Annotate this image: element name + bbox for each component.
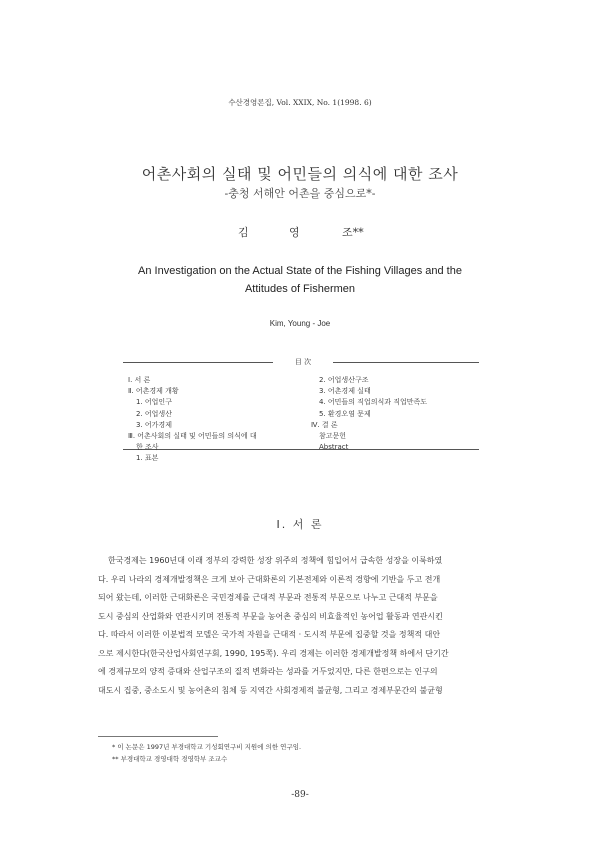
body-line: 되어 왔는데, 이러한 근대화론은 국민경제를 근대적 부문과 전통적 부문으로 나누고 근대적 부문을 xyxy=(98,593,438,602)
toc-item: 1. 어업인구 xyxy=(136,398,172,407)
toc-item: 3. 어촌경제 실태 xyxy=(319,387,371,396)
table-of-contents xyxy=(123,358,479,463)
author-korean-part-1: 김 xyxy=(238,226,249,239)
author-english: Kim, Young - Joe xyxy=(269,319,331,328)
toc-item: Abstract xyxy=(319,443,349,452)
body-line: 대도시 집중, 중소도시 및 농어촌의 침체 등 지역간 사회경제적 불균형, 그리고 경제부문간의 불균형 xyxy=(98,685,443,695)
toc-item: 3. 어가경제 xyxy=(136,420,172,429)
toc-item: 1. 표본 xyxy=(136,454,159,463)
toc-item: Ⅰ. 서 론 xyxy=(128,376,151,384)
body-paragraph xyxy=(98,552,504,700)
toc-item: Ⅱ. 어촌경제 개황 xyxy=(128,387,179,396)
author-korean-part-2: 영 xyxy=(289,226,300,239)
footnote: * 이 논문은 1997년 부경대학교 기성회연구비 지원에 의한 연구임. xyxy=(112,743,302,751)
footnotes xyxy=(112,741,301,765)
body-line: 으로 제시한다(한국산업사회연구회, 1990, 195쪽). 우리 경제는 이러한 경제개발정책 하에서 단기간 xyxy=(98,648,449,658)
body-line: 다. 우리 나라의 경제개발정책은 크게 보아 근대화론의 기본전제와 이론적 경향에 기반을 두고 전개 xyxy=(98,574,441,584)
title-english xyxy=(0,262,600,298)
body-line: 한국경제는 1960년대 이래 정부의 강력한 성장 위주의 정책에 힘입어서 급속한 성장을 이룩하였 xyxy=(108,556,443,565)
toc-item: 참고문헌 xyxy=(319,432,347,441)
body-line: 도시 중심의 산업화와 연관시키며 전통적 부문을 농어촌 중심의 비효율적인 농어업 활동과 연관시킨 xyxy=(98,611,443,621)
toc-item: 2. 어업생산구조 xyxy=(319,376,369,384)
title-english-line-1: An Investigation on the Actual State of the Fishing Villages and the xyxy=(138,265,462,277)
toc-left-column xyxy=(128,375,257,465)
toc-right-column xyxy=(311,375,428,453)
section-heading-introduction: Ⅰ. 서 론 xyxy=(276,518,324,531)
toc-item: 한 조사 xyxy=(136,443,159,452)
toc-item: 4. 어민들의 직업의식과 직업만족도 xyxy=(319,398,428,407)
footnote: ** 부경대학교 경영대학 경영학부 조교수 xyxy=(112,755,228,763)
subtitle-korean: -충청 서해안 어촌을 중심으로*- xyxy=(224,187,376,200)
toc-item: 5. 환경오염 문제 xyxy=(319,409,371,418)
title-english-line-2: Attitudes of Fishermen xyxy=(244,283,356,295)
page-number: -89- xyxy=(291,790,309,800)
journal-citation: 수산경영론집, Vol. XXIX, No. 1(1998. 6) xyxy=(228,98,372,107)
toc-item: Ⅲ. 어촌사회의 실태 및 어민들의 의식에 대 xyxy=(128,432,257,441)
toc-item: 2. 어업생산 xyxy=(136,409,172,418)
footnote-divider xyxy=(98,736,218,737)
toc-heading: 目 次 xyxy=(273,357,333,367)
author-korean-part-3: 조** xyxy=(342,226,364,239)
title-korean: 어촌사회의 실태 및 어민들의 의식에 대한 조사 xyxy=(141,165,459,183)
body-line: 다. 따라서 이러한 이분법적 모델은 국가적 자원을 근대적 · 도시적 부문에 집중할 것을 정책적 대안 xyxy=(98,630,441,639)
body-line: 에 경제규모의 양적 증대와 산업구조의 질적 변화라는 성과를 거두었지만, 다른 한편으로는 인구의 xyxy=(98,667,438,676)
toc-item: Ⅳ. 결 론 xyxy=(311,420,338,429)
